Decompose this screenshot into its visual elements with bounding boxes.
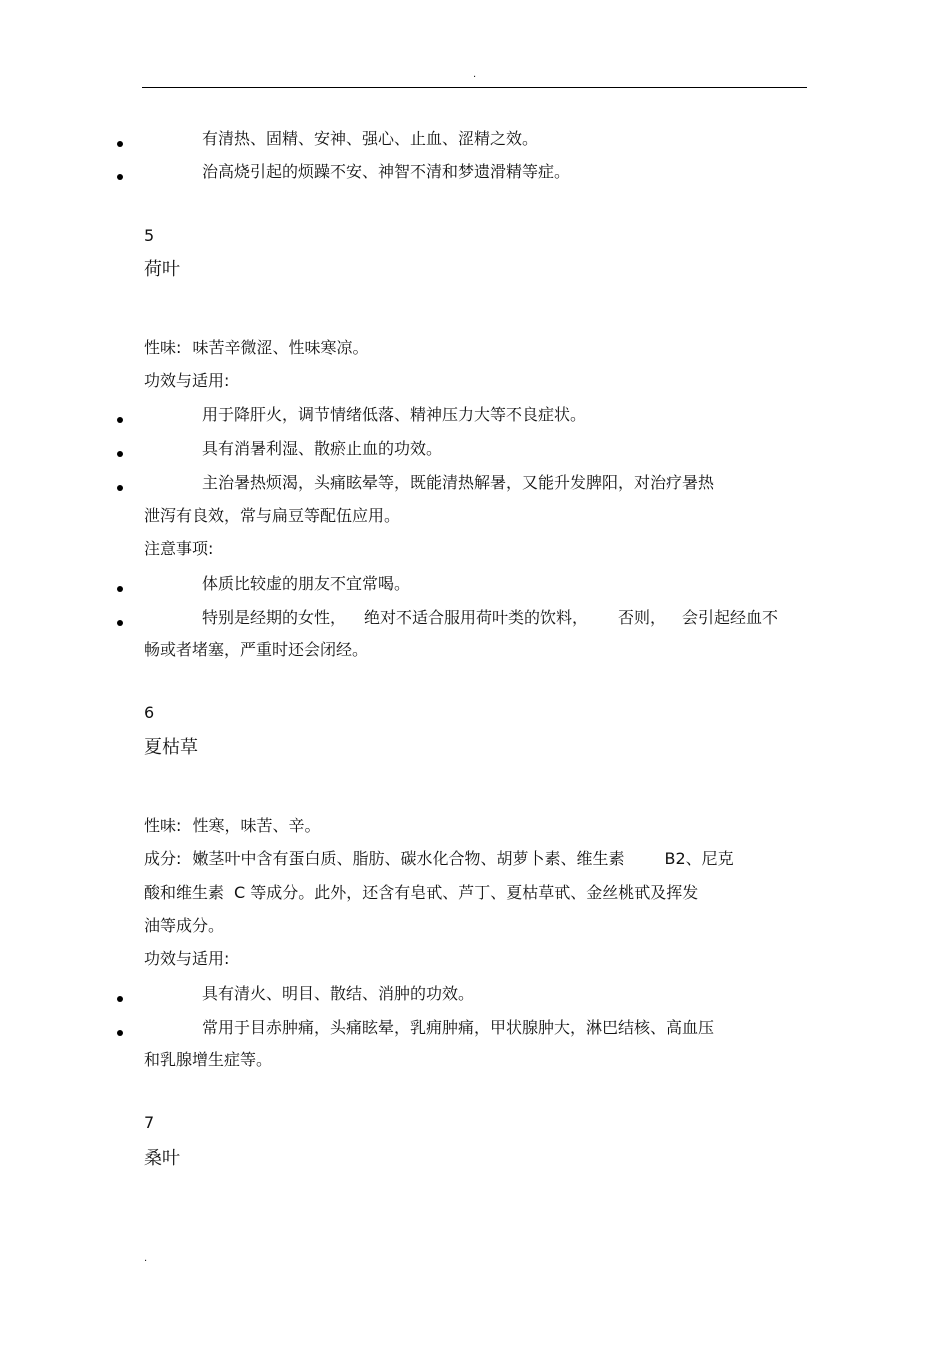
section-number: 6	[144, 703, 155, 722]
property-label: 性味:	[144, 816, 182, 835]
bullet-dot	[117, 485, 123, 491]
list-item: 具有清火、明目、散结、消肿的功效。	[202, 984, 475, 1003]
property-label: 成分:	[144, 849, 182, 868]
footer-dot: .	[144, 1253, 148, 1264]
text-run: 嫩茎叶中含有蛋白质、脂肪、碳水化合物、胡萝卜素、维生素	[192, 849, 625, 868]
list-item: 常用于目赤肿痛，头痛眩晕，乳痈肿痛，甲状腺肿大，淋巴结核、高血压	[202, 1018, 715, 1037]
property-line	[144, 816, 806, 836]
list-item-continuation: 泄泻有良效，常与扁豆等配伍应用。	[144, 506, 401, 525]
bullet-dot	[117, 620, 123, 626]
subheading: 功效与适用:	[144, 371, 230, 390]
property-label: 性味:	[144, 338, 182, 357]
section-number: 7	[144, 1113, 155, 1132]
list-item: 主治暑热烦渴，头痛眩晕等，既能清热解暑，又能升发脾阳，对治疗暑热	[202, 473, 715, 492]
subheading: 注意事项:	[144, 539, 214, 558]
bullet-dot	[117, 996, 123, 1002]
bullet-dot	[117, 451, 123, 457]
bullet-dot	[117, 417, 123, 423]
property-line	[144, 338, 806, 358]
text-run: 会引起经血不	[682, 608, 779, 627]
list-item: 具有消暑利湿、散瘀止血的功效。	[202, 439, 443, 458]
section-number: 5	[144, 226, 155, 245]
list-item-continuation: 畅或者堵塞，严重时还会闭经。	[144, 640, 369, 659]
list-item	[144, 608, 806, 628]
text-run: 绝对不适合服用荷叶类的饮料，	[364, 608, 589, 627]
property-value: 味苦辛微涩、性味寒凉。	[192, 338, 369, 357]
bullet-dot	[117, 174, 123, 180]
property-line	[144, 849, 806, 869]
header-dot: .	[473, 69, 477, 80]
property-line-continuation: 油等成分。	[144, 916, 225, 935]
text-run: 否则，	[618, 608, 667, 627]
list-item: 用于降肝火，调节情绪低落、精神压力大等不良症状。	[202, 405, 587, 424]
bullet-dot	[117, 141, 123, 147]
text-run: 酸和维生素	[144, 883, 225, 902]
text-run: B2、尼克	[664, 849, 734, 868]
section-title: 桑叶	[144, 1148, 180, 1169]
list-item: 有清热、固精、安神、强心、止血、涩精之效。	[202, 129, 539, 148]
subheading: 功效与适用:	[144, 949, 230, 968]
list-item: 体质比较虚的朋友不宜常喝。	[202, 574, 411, 593]
bullet-dot	[117, 586, 123, 592]
list-item: 治高烧引起的烦躁不安、神智不清和梦遗滑精等症。	[202, 162, 571, 181]
text-run: C 等成分。此外，还含有皂甙、芦丁、夏枯草甙、金丝桃甙及挥发	[234, 883, 699, 902]
section-title: 荷叶	[144, 259, 180, 280]
list-item-continuation: 和乳腺增生症等。	[144, 1050, 273, 1069]
section-title: 夏枯草	[144, 737, 198, 758]
property-value: 性寒，味苦、辛。	[192, 816, 321, 835]
header-rule	[142, 87, 807, 88]
bullet-dot	[117, 1030, 123, 1036]
text-run: 特别是经期的女性，	[202, 608, 347, 627]
property-line-continuation	[144, 883, 806, 903]
